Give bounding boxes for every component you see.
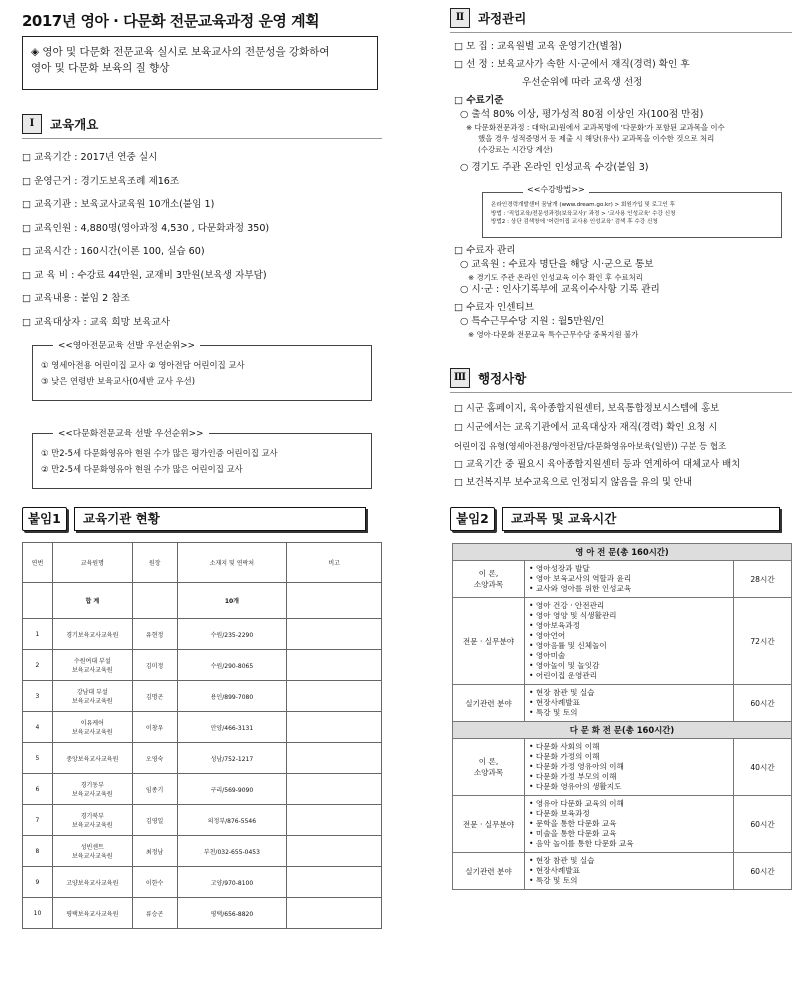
bullet-icon: •: [529, 651, 536, 660]
section-1-title: 교육개요: [50, 117, 99, 132]
table-header-row: [23, 543, 382, 583]
table-row: [453, 685, 792, 722]
subject-item: • 현장사례발표: [529, 698, 580, 707]
table-cell-contact: 의정부/876-5546: [177, 805, 287, 836]
table-cell-contact: 고양/970-8100: [177, 867, 287, 898]
attachment-2-tag: 붙임2: [450, 507, 495, 531]
infant-priority-title: <<영아전문교육 선발 우선순위>>: [53, 338, 200, 354]
subject-item: • 교사와 영아를 위한 인성교육: [529, 584, 632, 593]
section-divider: [22, 138, 382, 139]
bullet-icon: •: [529, 752, 536, 761]
table-cell-name: 성빈센트 보육교사교육원: [52, 836, 132, 867]
table-cell-head: 류승곤: [132, 898, 177, 929]
bullet-icon: •: [529, 574, 536, 583]
graduate-management-block: [454, 244, 660, 340]
curriculum-category: 실기관련 분야: [453, 853, 525, 890]
table-cell-note: [287, 898, 382, 929]
table-cell-name: 경기북부 보육교사교육원: [52, 805, 132, 836]
table-cell-note: [287, 681, 382, 712]
attachment-2-title: 교과목 및 교육시간: [502, 507, 780, 531]
table-cell-head: 김미정: [132, 650, 177, 681]
table-cell-no: 10: [23, 898, 53, 929]
curriculum-hours: 60시간: [734, 853, 792, 890]
subject-item: • 현장사례발표: [529, 866, 580, 875]
document-title: 2017년 영아 · 다문화 전문교육과정 운영 계획: [22, 12, 320, 30]
table-cell-no: 4: [23, 712, 53, 743]
subject-item: • 특강 및 토의: [529, 708, 578, 717]
section-2-title: 과정관리: [478, 11, 527, 26]
table-row: [23, 743, 382, 774]
bullet-icon: •: [529, 799, 536, 808]
curriculum-hours: 60시간: [734, 685, 792, 722]
bullet-icon: •: [529, 611, 536, 620]
multicultural-priority-line: ① 만2-5세 다문화영유아 현원 수가 많은 평가인증 어린이집 교사: [41, 448, 278, 458]
subject-item: • 현장 참관 및 실습: [529, 856, 595, 865]
table-cell-head: 유현정: [132, 619, 177, 650]
bullet-icon: •: [529, 641, 536, 650]
table-cell-contact: 용인/899-7080: [177, 681, 287, 712]
curriculum-category: 실기관련 분야: [453, 685, 525, 722]
summary-line-2: 영아 및 다문화 보육의 질 향상: [31, 62, 170, 74]
table-row: [453, 796, 792, 853]
subject-item: • 다문화 가정 영유아의 이해: [529, 762, 624, 771]
incentive-title: □ 수료자 인센티브: [454, 302, 535, 313]
attachment-1-tag: 붙임1: [22, 507, 67, 531]
table-row: [453, 598, 792, 685]
select-line: □ 선 정 : 보육교사가 속한 시·군에서 재직(경력) 확인 후: [454, 59, 690, 70]
bullet-icon: •: [529, 671, 536, 680]
table-cell-contact: 성남/752-1217: [177, 743, 287, 774]
table-cell-name: 경기보육교사교육원: [52, 619, 132, 650]
subject-item: • 미술을 통한 다문화 교육: [529, 829, 617, 838]
multicultural-priority-line: ② 만2-5세 다문화영유아 현원 수가 많은 어린이집 교사: [41, 464, 243, 474]
bullet-icon: •: [529, 601, 536, 610]
bullet-icon: •: [529, 621, 536, 630]
completion-criteria-block: [454, 94, 725, 175]
criteria-item: ○ 경기도 주관 온라인 인성교육 수강(붙임 3): [460, 162, 649, 173]
table-cell-head: 오영숙: [132, 743, 177, 774]
overview-item: □ 교육기관 : 보육교사교육원 10개소(붙임 1): [22, 199, 215, 210]
section-3-heading: [450, 368, 526, 388]
column-header: 비고: [287, 543, 382, 583]
admin-item: □ 교육기간 중 필요시 육아종합지원센터 등과 연계하여 대체교사 배치: [454, 458, 741, 470]
admin-item: □ 보건복지부 보수교육으로 인정되지 않음을 유의 및 안내: [454, 477, 693, 488]
table-cell-no: 6: [23, 774, 53, 805]
enrollment-method-box: [482, 185, 782, 238]
curriculum-subjects: [525, 796, 734, 853]
incentive-item: ○ 특수근무수당 지원 : 월5만원/인: [460, 316, 605, 327]
table-row: [453, 739, 792, 796]
overview-item: □ 운영근거 : 경기도보육조례 제16조: [22, 175, 180, 187]
recruit-line: □ 모 집 : 교육원별 교육 운영기간(별첨): [454, 41, 622, 52]
criteria-item: ○ 출석 80% 이상, 평가성적 80점 이상인 자(100점 만점): [460, 109, 704, 120]
table-row: [23, 805, 382, 836]
table-row: [453, 561, 792, 598]
table-row: [23, 867, 382, 898]
table-cell-contact: 평택/656-8820: [177, 898, 287, 929]
overview-item: □ 교육기간 : 2017년 연중 실시: [22, 152, 158, 163]
recruit-select-block: [454, 38, 690, 92]
curriculum-category: 이 론, 소양과목: [453, 739, 525, 796]
bullet-icon: •: [529, 661, 536, 670]
curriculum-section-header: [453, 722, 792, 739]
section-divider: [450, 32, 792, 33]
table-cell-no: 3: [23, 681, 53, 712]
curriculum-section-header: [453, 544, 792, 561]
curriculum-subjects: [525, 739, 734, 796]
table-cell-note: [287, 867, 382, 898]
subject-item: • 영아음률 및 신체놀이: [529, 641, 607, 650]
table-row: [23, 774, 382, 805]
graduate-item: ○ 교육원 : 수료자 명단을 해당 시·군으로 통보: [460, 259, 654, 270]
bullet-icon: •: [529, 708, 536, 717]
bullet-icon: •: [529, 698, 536, 707]
table-cell-head: 이한수: [132, 867, 177, 898]
bullet-icon: •: [529, 782, 536, 791]
admin-list: [454, 400, 740, 493]
subject-item: • 영아 보육교사의 역할과 윤리: [529, 574, 632, 583]
table-cell-name: 강남대 부설 보육교사교육원: [52, 681, 132, 712]
table-cell-name: 평택보육교사교육원: [52, 898, 132, 929]
table-cell-note: [287, 650, 382, 681]
criteria-title: □ 수료기준: [454, 95, 504, 106]
overview-item: □ 교육시간 : 160시간(이론 100, 실습 60): [22, 246, 205, 257]
table-cell-contact: 안양/466-3131: [177, 712, 287, 743]
subject-item: • 특강 및 토의: [529, 876, 578, 885]
table-row: [23, 712, 382, 743]
curriculum-subjects: [525, 853, 734, 890]
multicultural-priority-title: <<다문화전문교육 선발 우선순위>>: [53, 426, 209, 442]
bullet-icon: •: [529, 876, 536, 885]
subject-item: • 문학을 통한 다문화 교육: [529, 819, 617, 828]
enrollment-method-title: <<수강방법>>: [523, 186, 589, 195]
curriculum-hours: 60시간: [734, 796, 792, 853]
attachment-2-heading: [450, 507, 780, 531]
table-cell-contact: 수원/290-8065: [177, 650, 287, 681]
column-header: 원장: [132, 543, 177, 583]
graduate-note: ※ 경기도 주관 온라인 인성교육 이수 확인 후 수료처리: [468, 273, 643, 282]
table-cell-no: 1: [23, 619, 53, 650]
curriculum-section-title: 영 아 전 문(총 160시간): [453, 544, 792, 561]
section-1-heading: [22, 114, 98, 134]
multicultural-priority-box: [32, 429, 372, 489]
section-divider: [450, 392, 792, 393]
overview-list: [22, 146, 269, 334]
table-cell-note: [287, 619, 382, 650]
bullet-icon: •: [529, 772, 536, 781]
subject-item: • 영아 건강 · 안전관리: [529, 601, 605, 610]
curriculum-subjects: [525, 561, 734, 598]
admin-item: □ 시군 홈페이지, 육아종합지원센터, 보육통합정보시스템에 홍보: [454, 403, 720, 414]
bullet-icon: •: [529, 839, 536, 848]
bullet-icon: •: [529, 631, 536, 640]
table-cell-head: 최정남: [132, 836, 177, 867]
bullet-icon: •: [529, 688, 536, 697]
table-row: [23, 898, 382, 929]
subject-item: • 다문화 가정 부모의 이해: [529, 772, 617, 781]
subject-item: • 영아성장과 발달: [529, 564, 590, 573]
diamond-bullet-icon: ◈: [31, 46, 40, 58]
table-cell-name: 이유케어 보육교사교육원: [52, 712, 132, 743]
summary-line-1: ◈ 영아 및 다문화 전문교육 실시로 보육교사의 전문성을 강화하여: [31, 46, 330, 58]
subject-item: • 음악 놀이를 통한 다문화 교육: [529, 839, 634, 848]
table-cell-contact: 부천/032-655-0453: [177, 836, 287, 867]
table-cell-head: 이창우: [132, 712, 177, 743]
table-row: [23, 836, 382, 867]
bullet-icon: •: [529, 762, 536, 771]
subject-item: • 현장 참관 및 실습: [529, 688, 595, 697]
curriculum-hours: 28시간: [734, 561, 792, 598]
table-cell-note: [287, 836, 382, 867]
table-cell-no: 8: [23, 836, 53, 867]
curriculum-table: [452, 543, 792, 890]
table-cell-head: 김명곤: [132, 681, 177, 712]
subject-item: • 어린이집 운영관리: [529, 671, 598, 680]
table-row: [23, 681, 382, 712]
column-header: 교육원명: [52, 543, 132, 583]
curriculum-category: 전문 · 실무분야: [453, 796, 525, 853]
subject-item: • 영아보육과정: [529, 621, 580, 630]
table-cell-note: [287, 712, 382, 743]
infant-priority-line: ③ 낮은 연령반 보육교사(0세반 교사 우선): [41, 376, 196, 386]
table-cell-no: 2: [23, 650, 53, 681]
table-cell-name: 경기동부 보육교사교육원: [52, 774, 132, 805]
curriculum-category: 전문 · 실무분야: [453, 598, 525, 685]
table-cell-no: 7: [23, 805, 53, 836]
curriculum-section-title: 다 문 화 전 문(총 160시간): [453, 722, 792, 739]
overview-item: □ 교육인원 : 4,880명(영아과정 4,530 , 다문화과정 350): [22, 222, 270, 234]
subject-item: • 영아언어: [529, 631, 566, 640]
column-header: 소재지 및 연락처: [177, 543, 287, 583]
criteria-note: (수강료는 시간당 계산): [478, 145, 553, 154]
table-cell-contact: 구리/569-9090: [177, 774, 287, 805]
select-line-2: 우선순위에 따라 교육생 선정: [522, 77, 643, 88]
table-cell-contact: 수원/235-2290: [177, 619, 287, 650]
admin-item: □ 시군에서는 교육기관에서 교육대상자 재직(경력) 확인 요청 시: [454, 421, 718, 433]
table-cell-no: 9: [23, 867, 53, 898]
overview-item: □ 교육대상자 : 교육 희망 보육교사: [22, 316, 171, 328]
total-count: 10개: [177, 583, 287, 619]
subject-item: • 다문화 영유아의 생활지도: [529, 782, 622, 791]
column-header: 연번: [23, 543, 53, 583]
enrollment-method-line: 방법2 : 상단 검색창에 '어린이집 교사용 인성교육' 검색 후 수강 신청: [491, 219, 658, 226]
summary-box: [22, 36, 378, 90]
subject-item: • 다문화 가정의 이해: [529, 752, 600, 761]
curriculum-category: 이 론, 소양과목: [453, 561, 525, 598]
section-3-title: 행정사항: [478, 371, 527, 386]
subject-item: • 영아 영양 및 식생활관리: [529, 611, 617, 620]
bullet-icon: •: [529, 742, 536, 751]
table-cell-name: 고양보육교사교육원: [52, 867, 132, 898]
curriculum-hours: 72시간: [734, 598, 792, 685]
bullet-icon: •: [529, 584, 536, 593]
section-2-heading: [450, 8, 526, 28]
infant-priority-box: [32, 341, 372, 401]
bullet-icon: •: [529, 809, 536, 818]
institution-table: [22, 542, 382, 929]
curriculum-hours: 40시간: [734, 739, 792, 796]
criteria-note: 했을 경우 성적증명서 등 제출 시 해당(유사) 교과목을 이수한 것으로 처리: [478, 134, 715, 143]
subject-item: • 영유아 다문화 교육의 이해: [529, 799, 624, 808]
bullet-icon: •: [529, 866, 536, 875]
bullet-icon: •: [529, 819, 536, 828]
criteria-note: ※ 다문화전문과정 : 대학(교)원에서 교과목명에 '다문화'가 포함된 교과목을 이수: [466, 123, 725, 132]
table-row: [453, 853, 792, 890]
total-label: 합 계: [52, 583, 132, 619]
curriculum-subjects: [525, 685, 734, 722]
enrollment-method-line: 온라인경력개발센터 꿈날개 (www.dream.go.kr) > 회원가입 및 로그인 후: [491, 202, 675, 208]
section-3-number: Ⅲ: [450, 368, 470, 388]
table-cell-note: [287, 743, 382, 774]
subject-item: • 다문화 보육과정: [529, 809, 590, 818]
total-row: [23, 583, 382, 619]
table-cell-name: 수원여대 부설 보육교사교육원: [52, 650, 132, 681]
graduate-title: □ 수료자 관리: [454, 245, 516, 256]
section-1-number: Ⅰ: [22, 114, 42, 134]
subject-item: • 영아놀이 및 놀잇감: [529, 661, 600, 670]
enrollment-method-line: 방법 : '직업교육/전문성과정(보육교사)' 과정 > '교사용 인성교육' 수강 신청: [491, 210, 676, 217]
table-cell-head: 김영일: [132, 805, 177, 836]
attachment-1-heading: [22, 507, 366, 531]
curriculum-subjects: [525, 598, 734, 685]
table-cell-name: 중앙보육교사교육원: [52, 743, 132, 774]
infant-priority-line: ① 영세아전용 어린이집 교사 ② 영아전담 어린이집 교사: [41, 360, 245, 370]
bullet-icon: •: [529, 564, 536, 573]
table-cell-no: 5: [23, 743, 53, 774]
table-cell-note: [287, 774, 382, 805]
bullet-icon: •: [529, 856, 536, 865]
table-row: [23, 650, 382, 681]
table-row: [23, 619, 382, 650]
table-cell-head: 임종기: [132, 774, 177, 805]
admin-item: 어린이집 유형(영세아전용/영아전담/다문화영유아보육(일반)) 구분 등 협조: [454, 441, 727, 451]
table-cell-note: [287, 805, 382, 836]
subject-item: • 다문화 사회의 이해: [529, 742, 600, 751]
overview-item: □ 교 육 비 : 수강료 44만원, 교재비 3만원(보육생 자부담): [22, 269, 267, 281]
section-2-number: Ⅱ: [450, 8, 470, 28]
attachment-1-title: 교육기관 현황: [74, 507, 366, 531]
subject-item: • 영아미술: [529, 651, 566, 660]
incentive-note: ※ 영아·다문화 전문교육 특수근무수당 중복지원 불가: [468, 330, 639, 339]
graduate-item: ○ 시·군 : 인사기록부에 교육이수사항 기록 관리: [460, 284, 660, 295]
bullet-icon: •: [529, 829, 536, 838]
overview-item: □ 교육내용 : 붙임 2 참조: [22, 293, 130, 304]
